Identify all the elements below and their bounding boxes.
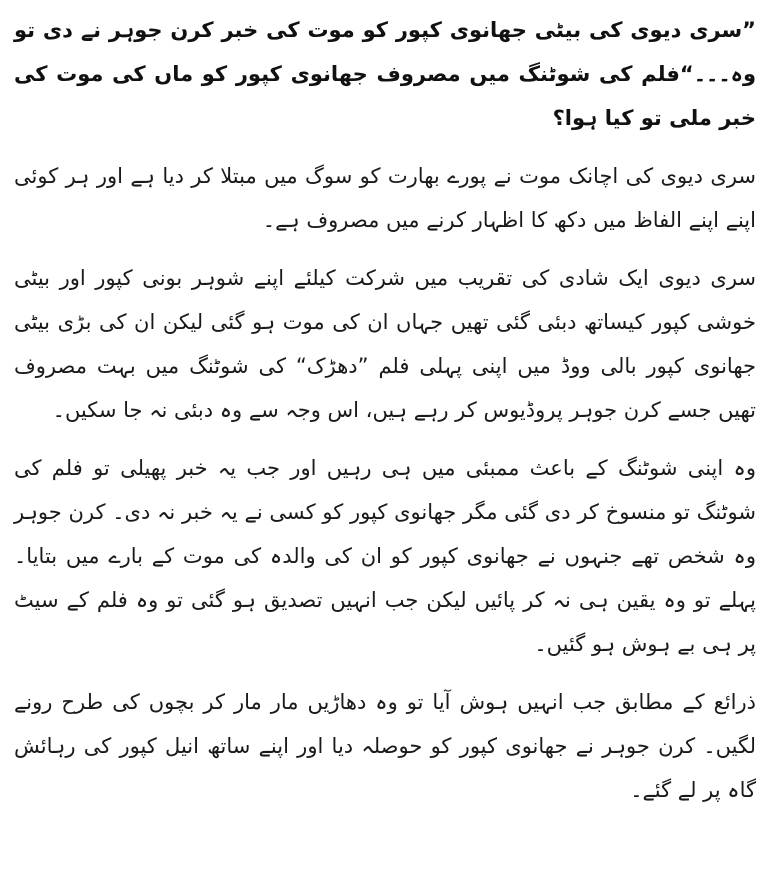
paragraph-dubai-wedding: سری دیوی ایک شادی کی تقریب میں شرکت کیلئے اپنے شوہر بونی کپور اور بیٹی خوشی کپور کیساتھ دبئی گئی تھیں جہاں ان کی موت ہو گئی لیکن ان کی بڑی بیٹی جھانوی کپور بالی ووڈ میں اپنی پہلی فلم ”دھڑک“ کی شوٹنگ میں بہت مصروف تھیں جسے کرن جوہر پروڈیوس کر رہے ہیں، اس وجہ سے وہ دبئی نہ جا سکیں۔ (14, 266, 756, 422)
headline-paragraph: ”سری دیوی کی بیٹی جھانوی کپور کو موت کی خبر کرن جوہر نے دی تو وہ۔۔۔“فلم کی شوٹنگ میں مصروف جھانوی کپور کو ماں کی موت کی خبر ملی تو کیا ہوا؟ (14, 18, 756, 130)
article-body (14, 8, 756, 888)
paragraph-sources: ذرائع کے مطابق جب انہیں ہوش آیا تو وہ دھاڑیں مار مار کر بچوں کی طرح رونے لگیں۔ کرن جوہر نے جھانوی کپور کو حوصلہ دیا اور اپنے ساتھ انیل کپور کی رہائش گاہ پر لے گئے۔ (14, 690, 756, 802)
paragraph-shooting-news: وہ اپنی شوٹنگ کے باعث ممبئی میں ہی رہیں اور جب یہ خبر پھیلی تو فلم کی شوٹنگ تو منسوخ کر دی گئی مگر جھانوی کپور کو کسی نے یہ خبر نہ دی۔ کرن جوہر وہ شخص تھے جنہوں نے جھانوی کپور کو ان کی والدہ کی موت کے بارے میں بتایا۔ پہلے تو وہ یقین ہی نہ کر پائیں لیکن جب انہیں تصدیق ہو گئی تو وہ فلم کے سیٹ پر ہی بے ہوش ہو گئیں۔ (14, 456, 756, 656)
paragraph-national-mourning: سری دیوی کی اچانک موت نے پورے بھارت کو سوگ میں مبتلا کر دیا ہے اور ہر کوئی اپنے اپنے الفاظ میں دکھ کا اظہار کرنے میں مصروف ہے۔ (14, 164, 756, 232)
